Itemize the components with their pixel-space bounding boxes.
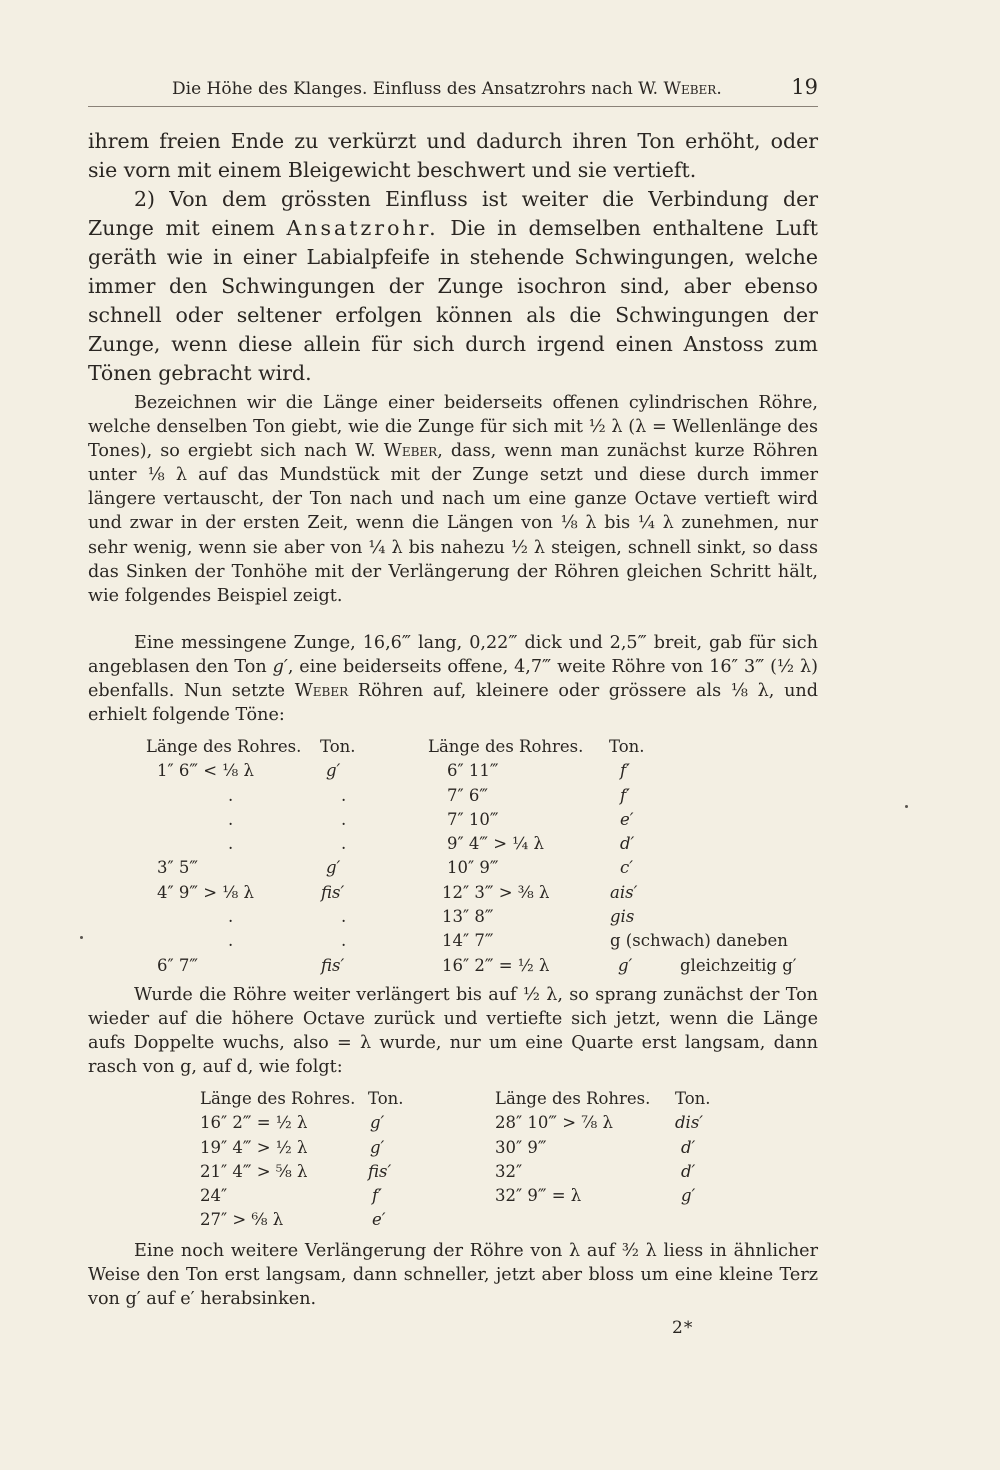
paragraph-1	[88, 127, 818, 185]
column-header: Ton.	[368, 1089, 404, 1108]
table-row: 16″ 2‴ = ½ λ g′ 28″ 10‴ > ⅞ λ dis′	[200, 1113, 704, 1133]
paragraph-6: Eine noch weitere Verlängerung der Röhre von λ auf ³⁄₂ λ liess in ähnlicher Weise den Ton erst langsam, dann schneller, jetzt aber bloss um eine kleine Terz von g′ auf e′ herabsinken.	[88, 1241, 818, 1310]
text-line: ihrem freien Ende zu verkürzt und dadurch ihren Ton erhöht, oder	[88, 129, 818, 153]
author-name: Weber.	[663, 79, 722, 99]
table-row: . . 7″ 10‴ e′	[228, 809, 634, 829]
table-row: . . 13″ 8‴ gis	[228, 907, 635, 927]
paragraph-4: Eine messingene Zunge, 16,6‴ lang, 0,22‴ dick und 2,5‴ breit, gab für sich angeblasen den Ton g′, eine beiderseits offene, 4,7‴ weite Röhre von 16″ 3‴ (½ λ) ebenfalls. Nun setzte Weber Röhren auf, kleinere oder grössere als ⅛ λ, und erhielt folgende Töne:	[88, 633, 818, 726]
column-header: Ton.	[675, 1089, 711, 1108]
table-row: 21″ 4‴ > ⅝ λ fis′ 32″ d′	[200, 1161, 696, 1181]
table-row: 19″ 4‴ > ½ λ g′ 30″ 9‴ d′	[200, 1137, 696, 1157]
tone-table-1	[0, 735, 1000, 978]
column-header: Länge des Rohres.	[428, 737, 584, 756]
table-row: 6″ 7‴ fis′ 16″ 2‴ = ½ λ g′ gleichzeitig g′	[0, 954, 1000, 978]
column-header: Länge des Rohres.	[146, 737, 302, 756]
table-row: 24″ f′ 32″ 9‴ = λ g′	[200, 1186, 696, 1206]
table-header	[0, 1087, 1000, 1111]
emphasis-ansatzrohr: Ansatzrohr.	[286, 216, 439, 240]
paragraph-5: Wurde die Röhre weiter verlängert bis auf ½ λ, so sprang zunächst der Ton wieder auf die höhere Octave zurück und vertiefte sich jetzt, wenn die Länge aufs Doppelte wuchs, also = λ wurde, nur um eine Quarte erst langsam, dann rasch von g, auf d, wie folgt:	[88, 985, 818, 1078]
header-rule	[88, 106, 818, 107]
table-row: . . 7″ 6‴ f′	[228, 785, 630, 805]
column-header: Ton.	[320, 737, 356, 756]
running-header	[88, 75, 818, 105]
table-note: gleichzeitig g′	[680, 955, 797, 975]
running-title: Die Höhe des Klanges. Einfluss des Ansatzrohrs nach W. Weber.	[172, 79, 722, 99]
text-line: sie vorn mit einem Bleigewicht beschwert und sie vertieft.	[88, 158, 697, 182]
paragraph-2: 2) Von dem grössten Einfluss ist weiter die Verbindung der Zunge mit einem Ansatzrohr. Die in demselben enthaltene Luft geräth wie in einer Labialpfeife in stehende Schwingungen, welche immer den Schwingungen der Zunge isochron sind, aber ebenso schnell oder seltener erfolgen können als die Schwingungen der Zunge, wenn diese allein für sich durch irgend einen Anstoss zum Tönen gebracht wird.	[88, 187, 818, 385]
table-row: 4″ 9‴ > ⅛ λ fis′ 12″ 3‴ > ⅜ λ ais′	[157, 882, 638, 902]
tone-table-2	[0, 1087, 1000, 1233]
table-row: 1″ 6‴ < ⅛ λ g′ 6″ 11‴ f′	[157, 761, 630, 781]
signature-mark: 2*	[672, 1318, 694, 1338]
page-number: 19	[791, 75, 818, 99]
paper-speck	[905, 805, 908, 808]
paragraph-3: Bezeichnen wir die Länge einer beiderseits offenen cylindrischen Röhre, welche denselben Ton giebt, wie die Zunge für sich mit ½ λ (λ = Wellenlänge des Tones), so ergiebt sich nach W. Weber, dass, wenn man zunächst kurze Röhren unter ⅛ λ auf das Mundstück mit der Zunge setzt und diese durch immer längere vertauscht, der Ton nach und nach um eine ganze Octave vertieft wird und zwar in der ersten Zeit, wenn die Längen von ⅛ λ bis ¼ λ zunehmen, nur sehr wenig, wenn sie aber von ¼ λ bis nahezu ½ λ steigen, schnell sinkt, so dass das Sinken der Tonhöhe mit der Verlängerung der Röhren gleichen Schritt hält, wie folgendes Beispiel zeigt.	[88, 393, 818, 606]
column-header: Länge des Rohres.	[495, 1089, 651, 1108]
table-row: . . 14″ 7‴ g (schwach) daneben	[228, 931, 788, 951]
table-row: . . 9″ 4‴ > ¼ λ d′	[228, 834, 635, 854]
table-row: 27″ > ⁶⁄₈ λ e′	[200, 1210, 386, 1230]
column-header: Ton.	[609, 737, 645, 756]
column-header: Länge des Rohres.	[200, 1089, 356, 1108]
paper-speck	[80, 936, 83, 939]
table-header	[0, 735, 1000, 759]
table-row: 3″ 5‴ g′ 10″ 9‴ c′	[157, 858, 633, 878]
